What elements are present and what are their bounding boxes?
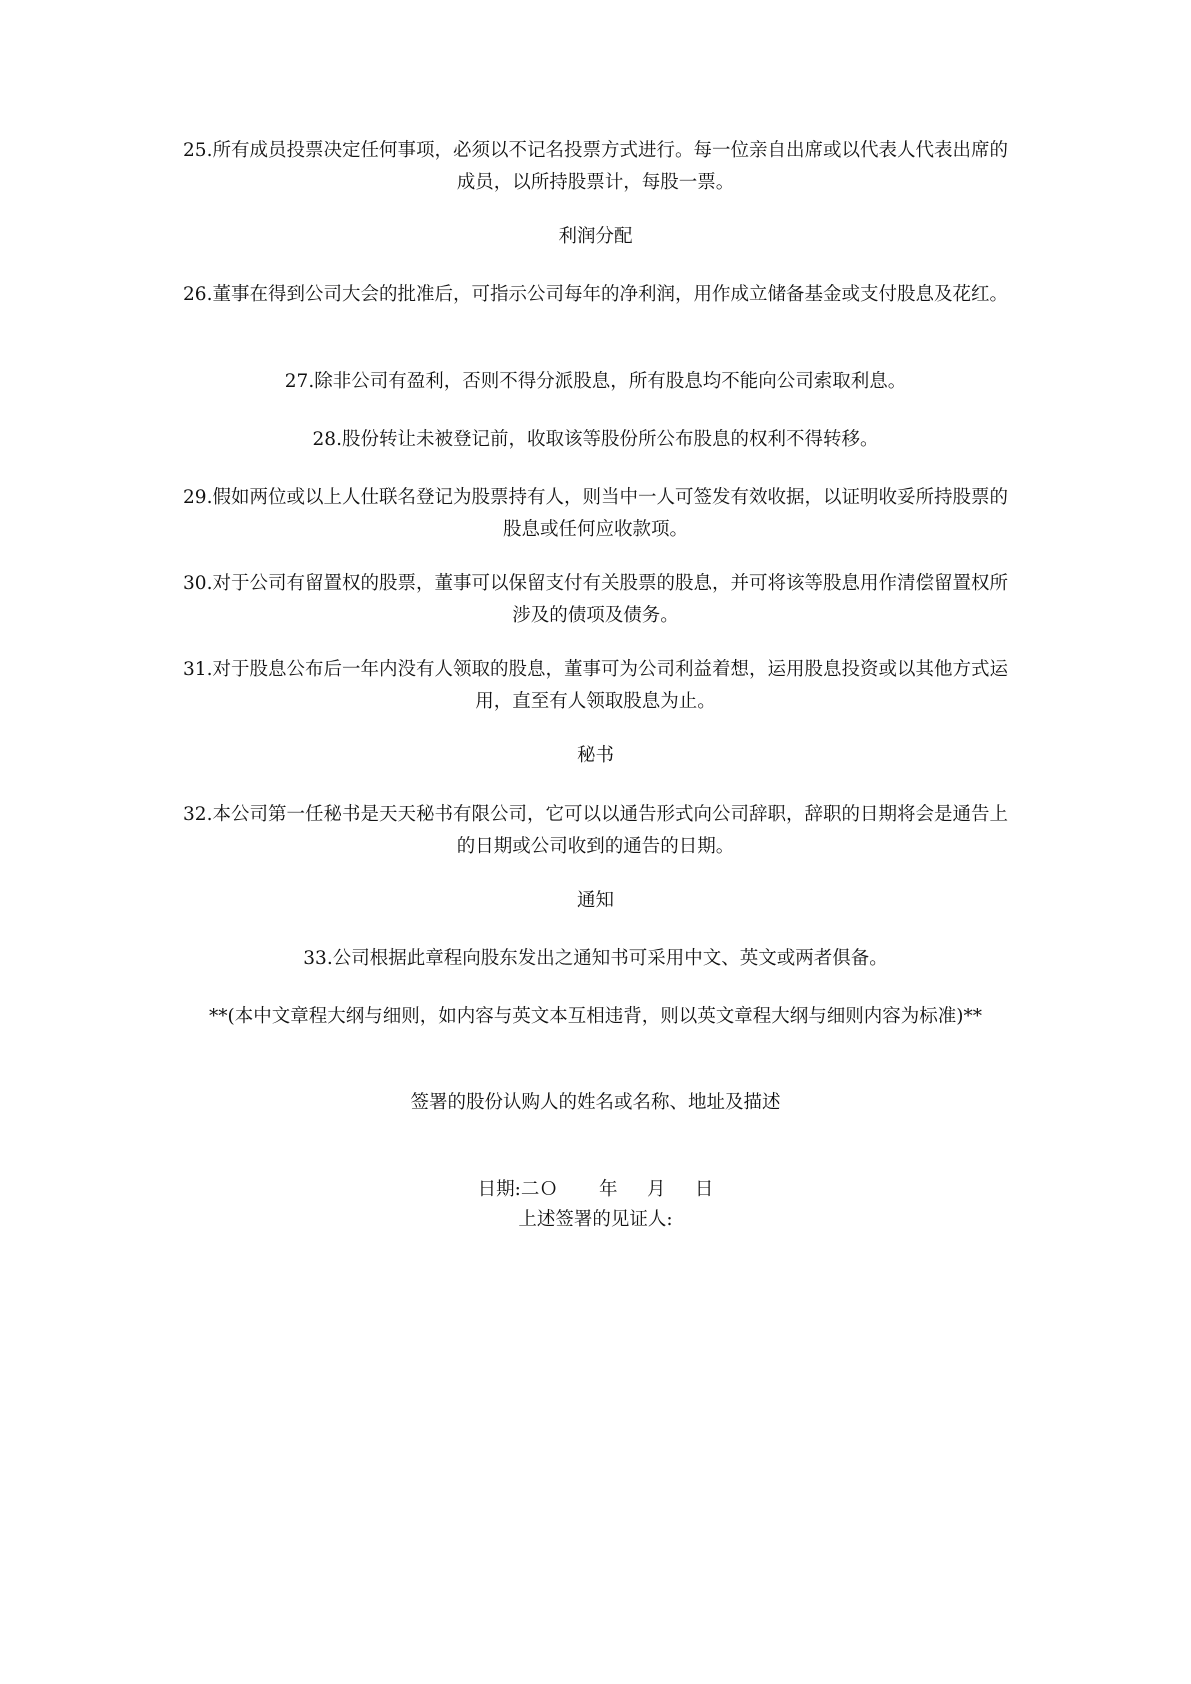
clause-26: 26.董事在得到公司大会的批准后，可指示公司每年的净利润，用作成立储备基金或支付股息及花红。 (183, 284, 1008, 305)
clause-30: 30.对于公司有留置权的股票，董事可以保留支付有关股票的股息，并可将该等股息用作清偿留置权所涉及的债项及债务。 (183, 573, 1008, 626)
heading-notice: 通知 (576, 890, 614, 911)
heading-profit-distribution: 利润分配 (558, 226, 633, 247)
clause-28: 28.股份转让未被登记前，收取该等股份所公布股息的权利不得转移。 (312, 429, 879, 450)
signature-title: 签署的股份认购人的姓名或名称、地址及描述 (410, 1092, 781, 1113)
clause-29: 29.假如两位或以上人仕联名登记为股票持有人，则当中一人可签发有效收据，以证明收妥所持股票的股息或任何应收款项。 (183, 487, 1008, 540)
witness-line: 上述签署的见证人: (518, 1209, 673, 1230)
heading-secretary: 秘书 (576, 745, 614, 766)
clause-27: 27.除非公司有盈利，否则不得分派股息，所有股息均不能向公司索取利息。 (284, 371, 907, 392)
clause-32: 32.本公司第一任秘书是天天秘书有限公司，它可以以通告形式向公司辞职，辞职的日期将会是通告上的日期或公司收到的通告的日期。 (183, 804, 1008, 857)
date-line: 日期:二Ｏ 年 月 日 (477, 1179, 714, 1200)
clause-25: 25.所有成员投票决定任何事项，必须以不记名投票方式进行。每一位亲自出席或以代表人代表出席的成员，以所持股票计，每股一票。 (183, 140, 1008, 193)
clause-31: 31.对于股息公布后一年内没有人领取的股息，董事可为公司利益着想，运用股息投资或以其他方式运用，直至有人领取股息为止。 (183, 659, 1008, 712)
clause-33: 33.公司根据此章程向股东发出之通知书可采用中文、英文或两者俱备。 (303, 948, 888, 969)
disclaimer-note: **(本中文章程大纲与细则，如内容与英文本互相违背，则以英文章程大纲与细则内容为标准)** (209, 1006, 982, 1027)
